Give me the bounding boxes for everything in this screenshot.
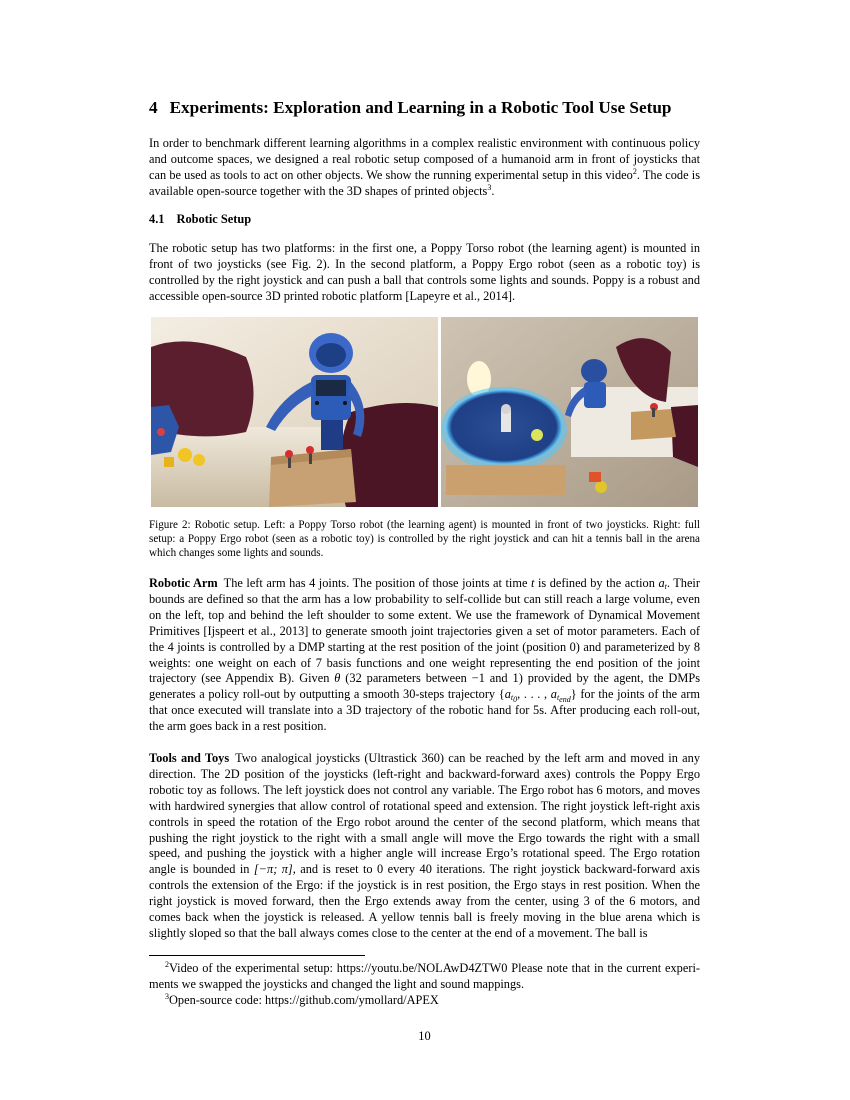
section-number: 4 [149,98,158,117]
tools-value: 0 [377,862,384,877]
figure-caption: Figure 2: Robotic setup. Left: a Poppy Torso robot (the learning agent) is mounted in front of two joysticks. Right: full setup: a Poppy Ergo robot (seen as a robotic toy) is controlled by the right joystick and can hit a tennis ball in the arena which changes some lights and sounds. [149,519,700,560]
subsection-title: Robotic Setup [176,212,252,226]
intro-text-2: . The code is available open-source together with the 3D shapes of printed objects [149,167,700,198]
poppy-torso-photo [151,317,438,507]
figure-2 [149,317,700,507]
subsection-number: 4.1 [149,212,165,226]
tools-text: , and is reset to [292,862,378,877]
footnote-text[interactable]: Open-source code: https://github.com/ymollard/APEX [169,992,439,1007]
math-brace: { [498,687,505,702]
tools-text: every [383,862,420,877]
full-setup-photo [441,317,698,507]
tools-heading: Tools and Toys [149,751,230,765]
subsection-heading [149,212,251,227]
tools-text: Two analogical joysticks (Ultrastick 360) can be reached by the left arm and moved in any direction. The 2D position of the joysticks (left-right and backward-forward axes) controls the Poppy Ergo robotic toy as follows. The left joystick does not control any variable. The Ergo robot has 6 motors, and moves with hardwired synergies that allow control of rotational speed and extension. The right joystick left-right axis controls in speed the rotation of the Ergo robot around the center of the second platform, which means that pushing the right joystick to the right with a small angle will move the Ergo towards the right with a small speed, and pushing the joystick with a higher angle will increase Ergo’s rotational speed. The Ergo rotation angle is bounded in [149,751,700,877]
arm-text: joints. The position of those joints at time [315,576,531,590]
math-var: t [530,576,535,590]
intro-paragraph [149,136,700,200]
arm-value: 4 [309,576,316,590]
arm-text: . Their bounds are defined so that the arm has a low probability to self-collide but can still reach a large volume, even on the left, top and behind the left shoulder to some extent. We use the framework of Dynamical Movement Primitives [Ijspeert et al., 2013] to generate smooth joint trajectories given a set of motor parameters. Each of the [149,576,700,654]
arm-text: basis functions and one weight representing the end position of the joint trajectory (see Appendix B). Given [149,655,700,686]
footnote-text[interactable]: Video of the experimental setup: https://youtu.be/NOLAwD4ZTW0 Please note that in the current experiments we swapped the joysticks and changed the light and sound mappings. [149,961,700,991]
tools-value: 40 [419,862,432,877]
arm-text: The left arm has [223,576,310,590]
math-subsub: 0 [513,695,518,705]
math-sub: t [556,693,560,703]
section-title: Experiments: Exploration and Learning in a Robotic Tool Use Setup [169,98,672,117]
footnotes [149,961,700,1009]
footnote-rule [149,955,365,956]
arm-value: 1 [512,671,519,686]
math-ellipsis: , . . . , [517,687,551,702]
intro-text-3: . [491,183,495,198]
setup-paragraph: The robotic setup has two platforms: in the first one, a Poppy Torso robot (the learning agent) is mounted in front of two joysticks (see Fig. 2). In the second platform, a Poppy Ergo robot (seen as a robotic toy) is controlled by the right joystick and can push a ball that controls some lights and sounds. Poppy is a robust and accessible open-source 3D printed robotic platform [Lapeyre et al., 2014]. [149,241,700,303]
footnote-ref-code[interactable]: 3 [487,182,492,192]
math-var: a [504,687,511,702]
footnote-ref-video[interactable]: 2 [632,166,637,176]
arm-text: and [484,671,513,686]
math-interval: [−π; π] [253,862,293,877]
footnote-mark: 3 [165,991,169,1001]
arm-value: 0 [569,639,576,654]
arm-text: ) and parameterized by [575,639,694,654]
arm-text: is defined by the action [534,576,659,590]
math-brace: } [570,687,577,702]
math-sub: t [664,582,667,591]
footnote-video [149,961,700,993]
arm-text: (32 parameters between [340,671,472,686]
arm-value: −1 [471,671,485,686]
tools-text: iterations. The right joystick backward-forward axis controls the extension of the Ergo: if the joystick is in rest position, the Ergo stays in rest position. When the right joystick is moved forward, then the Ergo extends away from the center, using 3 of the 6 motors, and comes back when the joystick is released. A yellow tennis ball is freely moving in the blue arena which is slightly sloped so that the ball always comes close to the center at the end of a movement. The ball is [149,862,700,940]
math-var: a [550,687,557,702]
arm-text: weights: one weight on each of [149,655,316,670]
footnote-mark: 2 [165,960,169,969]
page-number: 10 [418,1029,431,1043]
footnote-code [149,993,700,1009]
arm-value: 8 [693,639,700,654]
math-sub: t [510,693,514,703]
robotic-arm-paragraph [149,576,700,735]
section-heading [149,98,671,118]
tools-and-toys-paragraph [149,751,700,942]
math-var: a [658,576,665,590]
arm-text: joints is controlled by a DMP starting at the rest position of the joint (position [173,639,570,654]
arm-value: 4 [167,639,174,654]
arm-text: for the joints of the arm that once executed will translate into a 3D trajectory of the robotic hand for 5s. After producing each roll-out, the arm goes back in a rest position. [149,687,700,734]
math-subsub: end [559,695,571,705]
arm-value: 7 [315,655,322,670]
robotic-arm-heading: Robotic Arm [149,576,218,590]
intro-text-1: In order to benchmark different learning algorithms in a complex realistic environment with continuous policy and outcome spaces, we designed a real robotic setup composed of a humanoid arm in front of joysticks that can be used as tools to act on other objects. We show the running experimental setup in this video [149,136,700,182]
arm-text: ) provided by the agent, the DMPs generates a policy roll-out by outputting a smooth 30-steps trajectory [149,671,700,702]
math-var: θ [334,671,341,686]
